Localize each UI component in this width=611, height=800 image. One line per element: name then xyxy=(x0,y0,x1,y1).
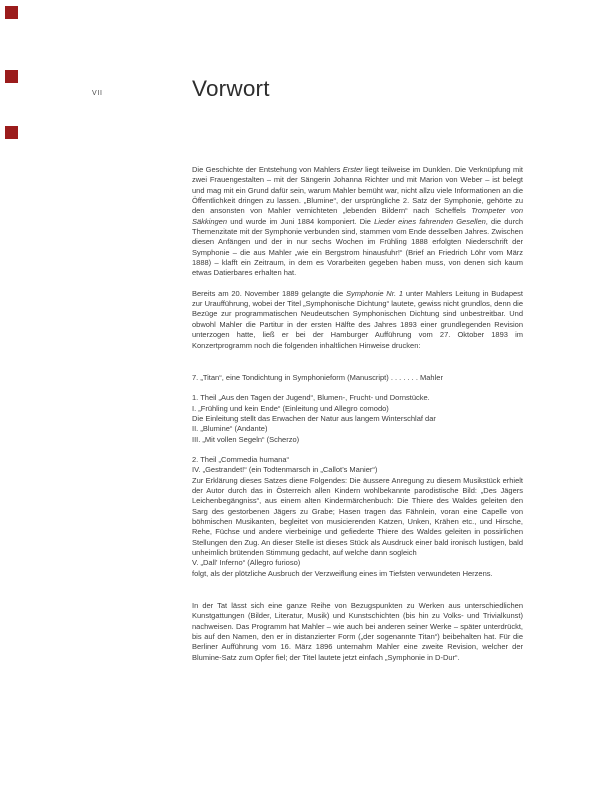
program-movement-5-note: folgt, als der plötzliche Ausbruch der Verzweiflung eines im Tiefsten verwundeten Herzens. xyxy=(192,568,493,578)
program-movement-2: II. „Blumine“ (Andante) xyxy=(192,424,268,434)
collation-mark-icon xyxy=(5,6,18,19)
program-part1-heading: 1. Theil „Aus den Tagen der Jugend“, Blumen-, Frucht- und Dornstücke. xyxy=(192,393,430,403)
paragraph-premiere: Bereits am 20. November 1889 gelangte die Symphonie Nr. 1 unter Mahlers Leitung in Budapest zur Uraufführung, wobei der Titel „Symphonische Dichtung“ lautete, gewiss nicht grundlos, denn die Bezüge zur programmatischen Neudeutschen Symphonischen Dichtung sind unbestreitbar. Und obwohl Mahler die Partitur in der ersten Hälfte des Jahres 1893 einer grundlegenden Revision unterzogen hatte, ließ er bei der Hamburger Aufführung vom 27. Oktober 1893 im Konzertprogramm noch die folgenden inhaltlichen Hinweise drucken: xyxy=(192,288,523,350)
program-movement-1: I. „Frühling und kein Ende“ (Einleitung und Allegro comodo) xyxy=(192,403,389,413)
program-movement-3: III. „Mit vollen Segeln“ (Scherzo) xyxy=(192,434,300,444)
program-movement-1-note: Die Einleitung stellt das Erwachen der Natur aus langem Winterschlaf dar xyxy=(192,413,436,423)
paragraph-intro: Die Geschichte der Entstehung von Mahlers Erster liegt teilweise im Dunklen. Die Verknüpfung mit zwei Frauengestalten – mit der Sängerin Johanna Richter und mit Marion von Weber – ist belegt und mag mit ein Grund dafür sein, warum Mahler bemüht war, nicht allzu viele Informationen an die Öffentlichkeit dringen zu lassen. „Blumine“, der ursprüngliche 2. Satz der Symphonie, gehörte zu den ansonsten von Mahler vernichteten „lebenden Bildern“ nach Scheffels Trompeter von Säkkingen und wurde im Juni 1884 komponiert. Die Lieder eines fahrenden Gesellen, die durch Themenzitate mit der Symphonie verbunden sind, stammen vom Ende desselben Jahres. Zwischen diesen Anfängen und der in nur sechs Wochen im Frühling 1888 erfolgten Niederschrift der Symphonie – die aus Mahler „wie ein Bergstrom hinausfuhr!“ (Brief an Friedrich Löhr vom März 1888) – klafft ein Zeitraum, in dem es Vorarbeiten gegeben haben muss, von denen sich kaum etwas Datierbares erhalten hat. xyxy=(192,165,523,278)
program-movement-4: IV. „Gestrandet!“ (ein Todtenmarsch in „Callot’s Manier“) xyxy=(192,465,378,475)
page-title: Vorwort xyxy=(192,76,270,101)
paragraph-conclusion: In der Tat lässt sich eine ganze Reihe von Bezugspunkten zu Werken aus unterschiedlichen Kunstgattungen (Bilder, Literatur, Musik) und Kunstschichten (bis hin zu Volks- und Trivialkunst) nachweisen. Das Programm hat Mahler – wie auch bei anderen seiner Werke – später unterdrückt, bis auf den Namen, den er in distanzierter Form („der sogenannte Titan“) beibehalten hat. Für die Berliner Aufführung vom 16. März 1896 unternahm Mahler eine zweite Revision, welcher der Blumine-Satz zum Opfer fiel; der Titel lautete jetzt einfach „Symphonie in D-Dur“. xyxy=(192,601,523,662)
program-movement-4-note: Zur Erklärung dieses Satzes diene Folgendes: Die äussere Anregung zu diesem Musikstück erhielt der Autor durch das in Österreich allen Kindern wohlbekannte parodistische Bild: „Des Jägers Leichenbegängniss“, aus einem alten Kindermärchenbuch: Die Thiere des Waldes geleiten den Sarg des gestorbenen Jägers zu Grabe; Hasen tragen das Fähnlein, voran eine Capelle von böhmischen Musikanten, begleitet von musicierenden Katzen, Unken, Krähen etc., und Hirsche, Rehe, Füchse und andere vierbeinige und gefiederte Thiere des Waldes geleiten in possirlichen Stellungen den Zug. An dieser Stelle ist dieses Stück als Ausdruck einer bald ironisch lustigen, bald unheimlich brütenden Stimmung gedacht, auf welche dann sogleich xyxy=(192,475,523,557)
collation-mark-icon xyxy=(5,126,18,139)
folio-number: VII xyxy=(92,90,103,97)
body-text xyxy=(192,165,523,663)
program-movement-5: V. „Dall’ Inferno“ (Allegro furioso) xyxy=(192,558,301,568)
collation-mark-icon xyxy=(5,70,18,83)
program-part2-heading: 2. Theil „Commedia humana“ xyxy=(192,454,289,464)
program-title-line: 7. „Titan“, eine Tondichtung in Symphonieform (Manuscript) . . . . . . . Mahler xyxy=(192,372,443,382)
